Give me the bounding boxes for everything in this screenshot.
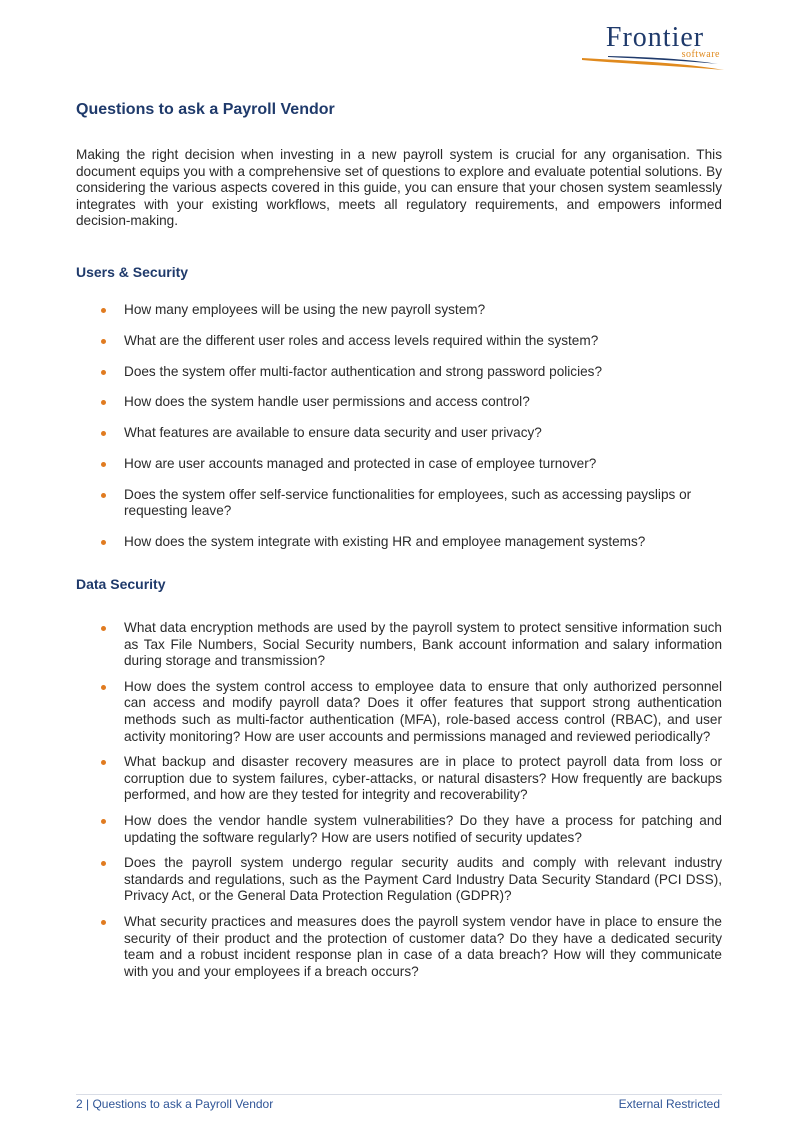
users-security-list <box>76 302 722 565</box>
list-item: How does the vendor handle system vulnerabilities? Do they have a process for patching and updating the software regularly? How are users notified of security updates? <box>76 813 722 846</box>
list-item: Does the payroll system undergo regular security audits and comply with relevant industry standards and regulations, such as the Payment Card Industry Data Security Standard (PCI DSS), Privacy Act, or the General Data Protection Regulation (GDPR)? <box>76 855 722 905</box>
bullet-icon <box>101 760 106 765</box>
list-item: What are the different user roles and access levels required within the system? <box>76 333 722 350</box>
footer-divider <box>76 1094 722 1095</box>
section-heading-users-security: Users & Security <box>76 264 189 280</box>
list-item: How does the system control access to employee data to ensure that only authorized personnel can access and modify payroll data? Does it offer features that support strong authentication methods such as multi-factor authentication (MFA), role-based access control (RBAC), and user activity monitoring? How are user accounts and permissions managed and reviewed periodically? <box>76 679 722 745</box>
bullet-icon <box>101 493 106 498</box>
logo-subtitle: software <box>681 49 720 60</box>
footer-page-label: 2 | Questions to ask a Payroll Vendor <box>76 1097 274 1111</box>
bullet-icon <box>101 370 106 375</box>
list-item: How many employees will be using the new payroll system? <box>76 302 722 319</box>
list-item: What features are available to ensure data security and user privacy? <box>76 425 722 442</box>
bullet-icon <box>101 819 106 824</box>
intro-paragraph: Making the right decision when investing in a new payroll system is crucial for any organisation. This document equips you with a comprehensive set of questions to explore and evaluate potential solutions. By considering the various aspects covered in this guide, you can ensure that your chosen system seamlessly integrates with your existing workflows, meets all regulatory requirements, and empowers informed decision-making. <box>76 147 722 229</box>
list-item: How are user accounts managed and protected in case of employee turnover? <box>76 456 722 473</box>
list-item: What backup and disaster recovery measures are in place to protect payroll data from loss or corruption due to system failures, cyber-attacks, or natural disasters? How frequently are backups performed, and how are they tested for integrity and recoverability? <box>76 754 722 804</box>
logo-swoosh-icon <box>578 55 728 73</box>
page-title: Questions to ask a Payroll Vendor <box>76 101 335 118</box>
data-security-list <box>76 620 722 989</box>
list-item: What security practices and measures does the payroll system vendor have in place to ensure the security of their product and the protection of customer data? Do they have a dedicated security team and a robust incident response plan in case of a data breach? How will they communicate with you and your employees if a breach occurs? <box>76 914 722 980</box>
list-item: How does the system integrate with existing HR and employee management systems? <box>76 534 722 551</box>
list-item: Does the system offer self-service functionalities for employees, such as accessing payslips or requesting leave? <box>76 487 722 520</box>
footer-classification: External Restricted <box>618 1097 720 1111</box>
bullet-icon <box>101 400 106 405</box>
section-heading-data-security: Data Security <box>76 576 166 592</box>
bullet-icon <box>101 339 106 344</box>
bullet-icon <box>101 462 106 467</box>
logo-wordmark: Frontier <box>605 22 705 53</box>
bullet-icon <box>101 540 106 545</box>
bullet-icon <box>101 861 106 866</box>
bullet-icon <box>101 920 106 925</box>
list-item: How does the system handle user permissions and access control? <box>76 394 722 411</box>
bullet-icon <box>101 308 106 313</box>
list-item: What data encryption methods are used by the payroll system to protect sensitive information such as Tax File Numbers, Social Security numbers, Bank account information and salary information during storage and transmission? <box>76 620 722 670</box>
bullet-icon <box>101 626 106 631</box>
frontier-software-logo <box>578 22 728 76</box>
list-item: Does the system offer multi-factor authentication and strong password policies? <box>76 364 722 381</box>
bullet-icon <box>101 685 106 690</box>
bullet-icon <box>101 431 106 436</box>
